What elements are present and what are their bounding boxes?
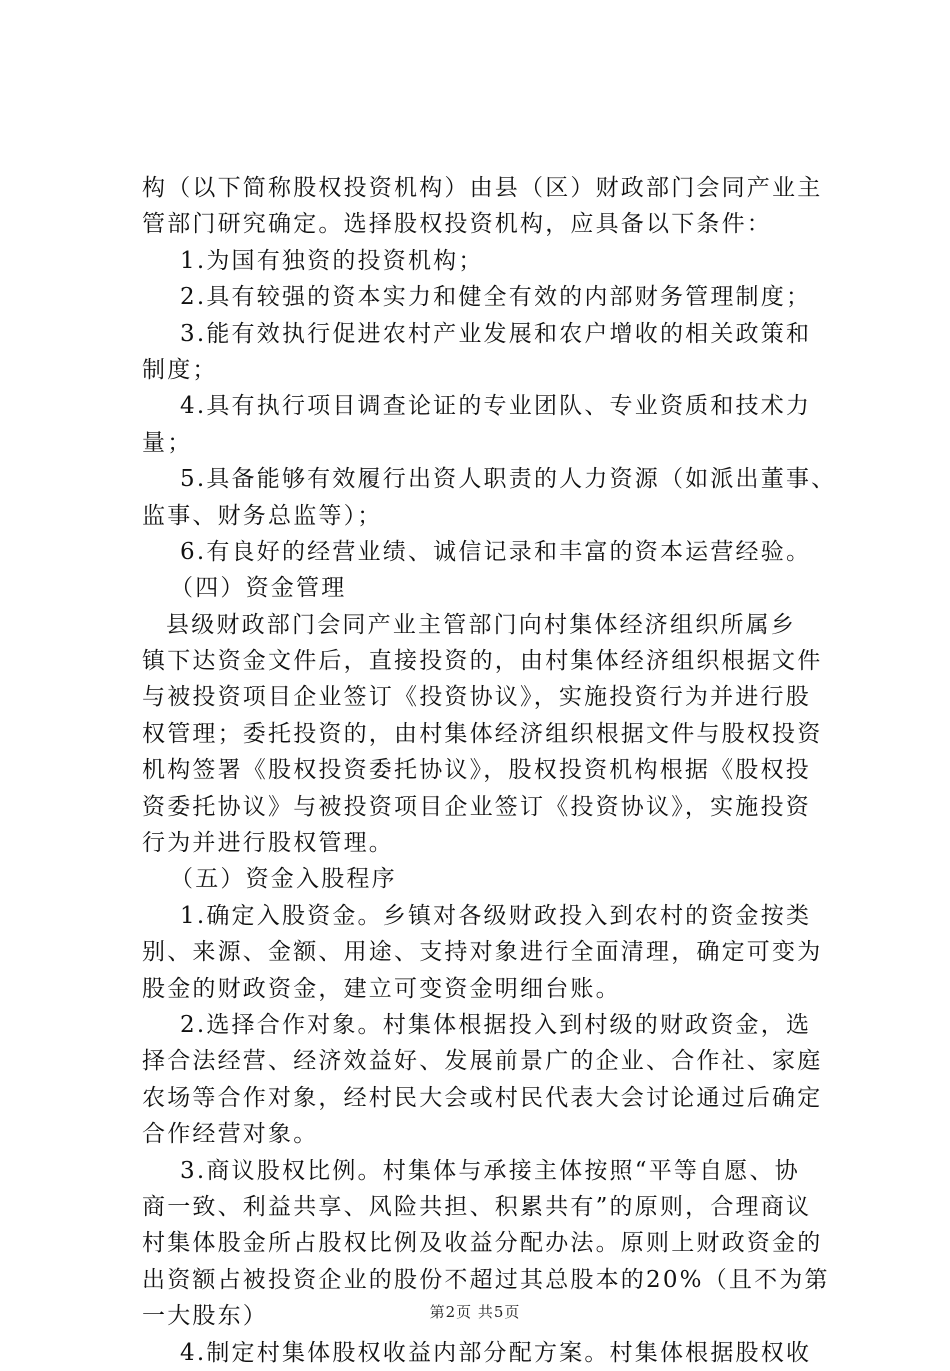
text-line: 资委托协议》与被投资项目企业签订《投资协议》，实施投资 (142, 793, 811, 820)
text-line: 择合法经营、经济效益好、发展前景广的企业、合作社、家庭 (142, 1048, 823, 1075)
text-line: 与被投资项目企业签订《投资协议》，实施投资行为并进行股 (142, 684, 811, 711)
text-line: 6.有良好的经营业绩、诚信记录和丰富的资本运营经验。 (180, 538, 812, 565)
text-line: 2.选择合作对象。村集体根据投入到村级的财政资金，选 (180, 1011, 812, 1038)
text-line: 制度； (142, 356, 218, 383)
text-line: 3.能有效执行促进农村产业发展和农户增收的相关政策和 (180, 320, 812, 347)
page-footer: 第2页 共5页 (429, 1303, 521, 1321)
text-line: 构（以下简称股权投资机构）由县（区）财政部门会同产业主 (142, 175, 823, 201)
text-line: （四）资金管理 (170, 575, 347, 602)
text-line: 3.商议股权比例。村集体与承接主体按照“平等自愿、协 (180, 1157, 800, 1184)
text-line: 合作经营对象。 (142, 1121, 319, 1148)
text-line: 5.具备能够有效履行出资人职责的人力资源（如派出董事、 (180, 466, 837, 493)
text-line: 量； (142, 429, 193, 456)
text-line: 2.具有较强的资本实力和健全有效的内部财务管理制度； (180, 284, 812, 311)
text-line: 一大股东） (142, 1303, 268, 1330)
text-line: 农场等合作对象，经村民大会或村民代表大会讨论通过后确定 (142, 1084, 823, 1111)
text-line: 机构签署《股权投资委托协议》，股权投资机构根据《股权投 (142, 757, 811, 784)
text-line: 权管理；委托投资的，由村集体经济组织根据文件与股权投资 (142, 720, 823, 747)
text-line: 4.制定村集体股权收益内部分配方案。村集体根据股权收 (180, 1339, 812, 1366)
text-line: 股金的财政资金，建立可变资金明细台账。 (142, 975, 621, 1002)
text-line: 监事、财务总监等）； (142, 502, 383, 529)
text-line: 镇下达资金文件后，直接投资的，由村集体经济组织根据文件 (142, 648, 823, 675)
text-line: 行为并进行股权管理。 (142, 830, 394, 857)
text-line: 县级财政部门会同产业主管部门向村集体经济组织所属乡 (166, 611, 796, 638)
text-line: 商一致、利益共享、风险共担、积累共有”的原则，合理商议 (142, 1193, 812, 1220)
document-body (142, 170, 837, 1371)
text-line: （五）资金入股程序 (170, 866, 397, 893)
text-line: 别、来源、金额、用途、支持对象进行全面清理，确定可变为 (142, 939, 823, 966)
text-line: 4.具有执行项目调查论证的专业团队、专业资质和技术力 (180, 393, 812, 420)
text-line: 管部门研究确定。选择股权投资机构，应具备以下条件： (142, 211, 772, 238)
text-line: 1.为国有独资的投资机构； (180, 247, 484, 274)
text-line: 出资额占被投资企业的股份不超过其总股本的20%（且不为第 (142, 1266, 830, 1293)
text-line: 村集体股金所占股权比例及收益分配办法。原则上财政资金的 (142, 1230, 823, 1257)
text-line: 1.确定入股资金。乡镇对各级财政投入到农村的资金按类 (180, 902, 812, 929)
